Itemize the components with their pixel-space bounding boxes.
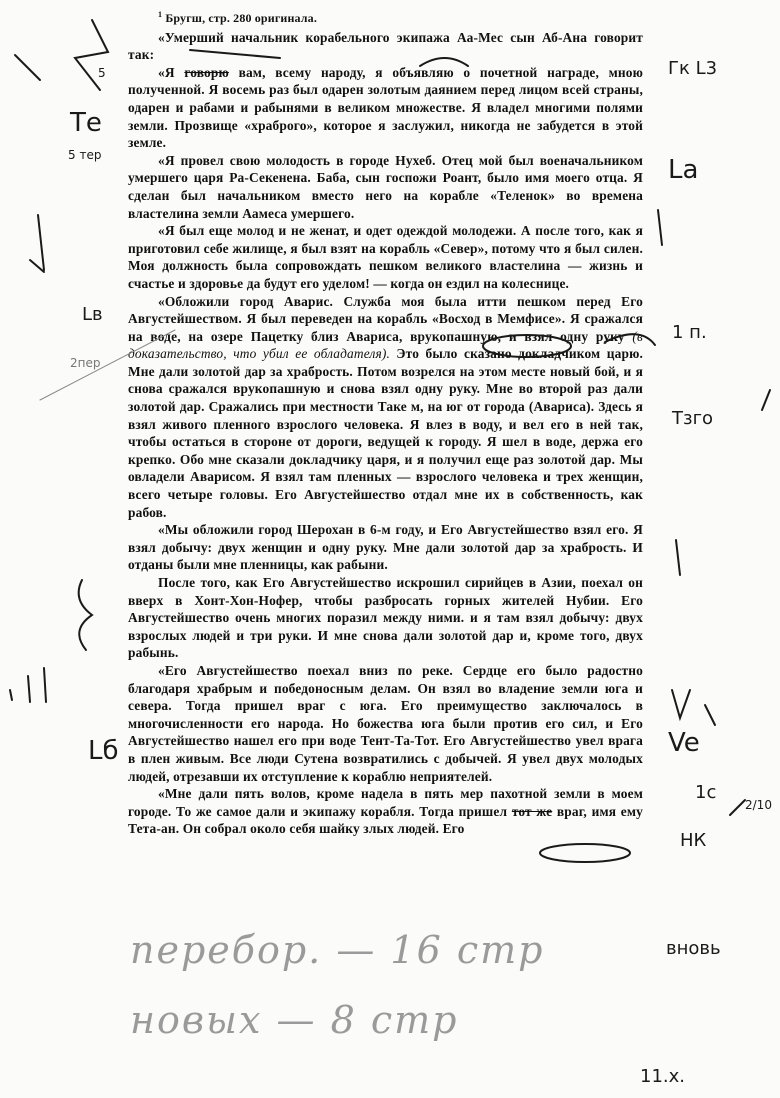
right-note-8: вновь <box>666 938 721 959</box>
right-vertical-mark-2 <box>676 540 680 575</box>
paragraph-4: «Я был еще молод и не женат, и одет одеждой молодежи. А после того, как я приготовил себе жилище, я был взят на корабль «Север», потому что я был силен. Моя должность была сопровождать пешком великого властелина — жизнь и счастье и здоровье да будут его уделом! — когда он ездил на колеснице. <box>128 223 643 291</box>
right-vertical-mark-1 <box>658 210 662 245</box>
pencil-note-2: новых — 8 стр <box>130 998 459 1042</box>
paragraph-2-rest: вам, всему народу, я объявляю о почетной награде, мною полученной. Я восемь раз был одарен золотым даянием перед лицом всей страны, одарен и рабами и рабынями в великом множестве. Я владел многими полями земли. Прозвище «храброго», которое я заслужил, никогда не забудется в этой земле. <box>128 64 644 151</box>
left-note-3: Lв <box>82 304 103 325</box>
left-note-1: Те <box>70 108 102 138</box>
left-brace-mark <box>79 580 92 650</box>
right-note-2: Lа <box>668 155 699 185</box>
paragraph-3: «Я провел свою молодость в городе Нухеб. Отец мой был военачальником умершего царя Ра-Секенена. Баба, сын госпожи Роант, было имя моего отца. Я сделан был начальником вместо него на корабле «Теленок» во времена властелина земли Аамеса умершего. <box>128 152 643 221</box>
right-note-1: Гк L3 <box>668 58 718 79</box>
left-vertical-mark-1 <box>38 215 44 270</box>
left-note-4: 2пер <box>70 356 101 370</box>
right-note-3: 1 п. <box>672 322 707 343</box>
right-note-4: Тзго <box>672 408 714 429</box>
paragraph-5 <box>128 293 643 522</box>
text-column <box>128 6 643 838</box>
left-vertical-mark-1b <box>30 260 44 272</box>
left-bracket-mark-1 <box>75 20 108 90</box>
paragraph-2-lead: «Я <box>158 64 175 80</box>
paragraph-2-struck: говорю <box>184 64 229 80</box>
right-slash-mark <box>730 800 745 815</box>
paragraph-8: «Его Августейшество поехал вниз по реке. Сердце его было радостно благодаря храбрым и победоносным делам. Он взял во владение земли юга и севера. Тогда пришел враг с юга. Его преимущество заключалось в многочисленности его народа. Но божества юга были против его сил, и Его Августейшество нашел его при воде Тент-Та-Тот. Его Августейшество увел врага в плен живым. Все люди Сутена возвратились с добычей. Я увел двух молодых людей, отрезавши их отступление к кораблю неприятелей. <box>128 662 643 784</box>
right-note-5: Ve <box>668 728 700 758</box>
paragraph-7: После того, как Его Августейшество искрошил сирийцев в Азии, поехал он вверх в Хонт-Хон-Нофер, чтобы разбросать горных жителей Нубии. Его Августейшество очень многих поразил между ними. и я там взял добычу: двух взрослых людей и три руки. И мне снова дали золотой дар и, кроме того, двух рабынь. <box>128 575 643 661</box>
left-note-5: Lб <box>88 736 119 766</box>
paragraph-9 <box>128 785 643 838</box>
paragraph-9-b: враг, имя ему Тета-ан. Он собрал около себя шайку злых людей. Его <box>128 803 643 837</box>
right-check-mark <box>672 690 690 718</box>
paragraph-6: «Мы обложили город Шерохан в 6-м году, и Его Августейшество взял его. Я взял добычу: двух женщин и одну руку. Мне дали золотой дар за храбрость. И отданы были мне пленницы, как рабыни. <box>128 522 643 573</box>
paragraph-5-rest: Это было сказано докладчиком царю. Мне дали золотой дар за храбрость. Потом возрелся на этом месте новый бой, и я снова сражался врукопашную и снова взял одну руку. Мне во второй раз дали золотой дар. Сражались при местности Таке м, на юг от города (Авариса). Здесь я взял живого пленного взрослого человека. Я влез в воду, и вел его в ней так, чтобы остаться в стороне от дороги, ведущей к городу. Я шел в воде, держа его крепко. Обо мне сказали докладчику царя, и я получил еще раз золотой дар. Мы овладели Аварисом. Я взял там пленных — взрослого человека и трех женщин, всего четыре головы. Его Августейшество отдал мне их в собственность, как рабов. <box>128 346 643 520</box>
left-ticks-mark <box>10 668 46 702</box>
pencil-note-1: перебор. — 16 стр <box>130 928 545 972</box>
right-note-7: НК <box>680 830 707 851</box>
paragraph-1: «Умерший начальник корабельного экипажа Аа-Мес сын Аб-Ана говорит так: <box>128 29 643 63</box>
paragraph-5-italic: (в доказательство, что убил ее обладателя). <box>128 328 643 362</box>
footnote-heading <box>128 6 643 28</box>
left-tiny-note: 5 <box>98 66 106 80</box>
date-note: 11.х. <box>640 1066 685 1087</box>
right-note-6: 1с <box>695 782 717 803</box>
left-note-2: 5 тер <box>68 148 102 162</box>
paragraph-5-main: «Обложили город Аварис. Служба моя была итти пешком перед Его Августейшеством. Я был переведен на корабль «Восход в Мемфисе». Я сражался на воде, на озере Пацетку близ Авариса, врукопашную, и взял одну руку <box>128 293 643 344</box>
right-tick-mark <box>705 705 715 725</box>
paragraph-9-struck: тот же <box>511 803 553 819</box>
right-note-9: 2/10 <box>745 798 772 812</box>
footnote-text: Бругш, стр. 280 оригинала. <box>165 11 317 25</box>
circle-mark-2 <box>540 844 630 862</box>
paragraph-2 <box>128 64 643 152</box>
right-arrow-mark <box>762 390 770 410</box>
footnote-mark: 1 <box>158 10 163 19</box>
paragraph-9-a: «Мне дали пять волов, кроме надела в пять мер пахотной земли в моем городе. То же самое дали и экипажу корабля. Тогда пришел <box>128 786 643 819</box>
left-slash-mark-1 <box>15 55 40 80</box>
